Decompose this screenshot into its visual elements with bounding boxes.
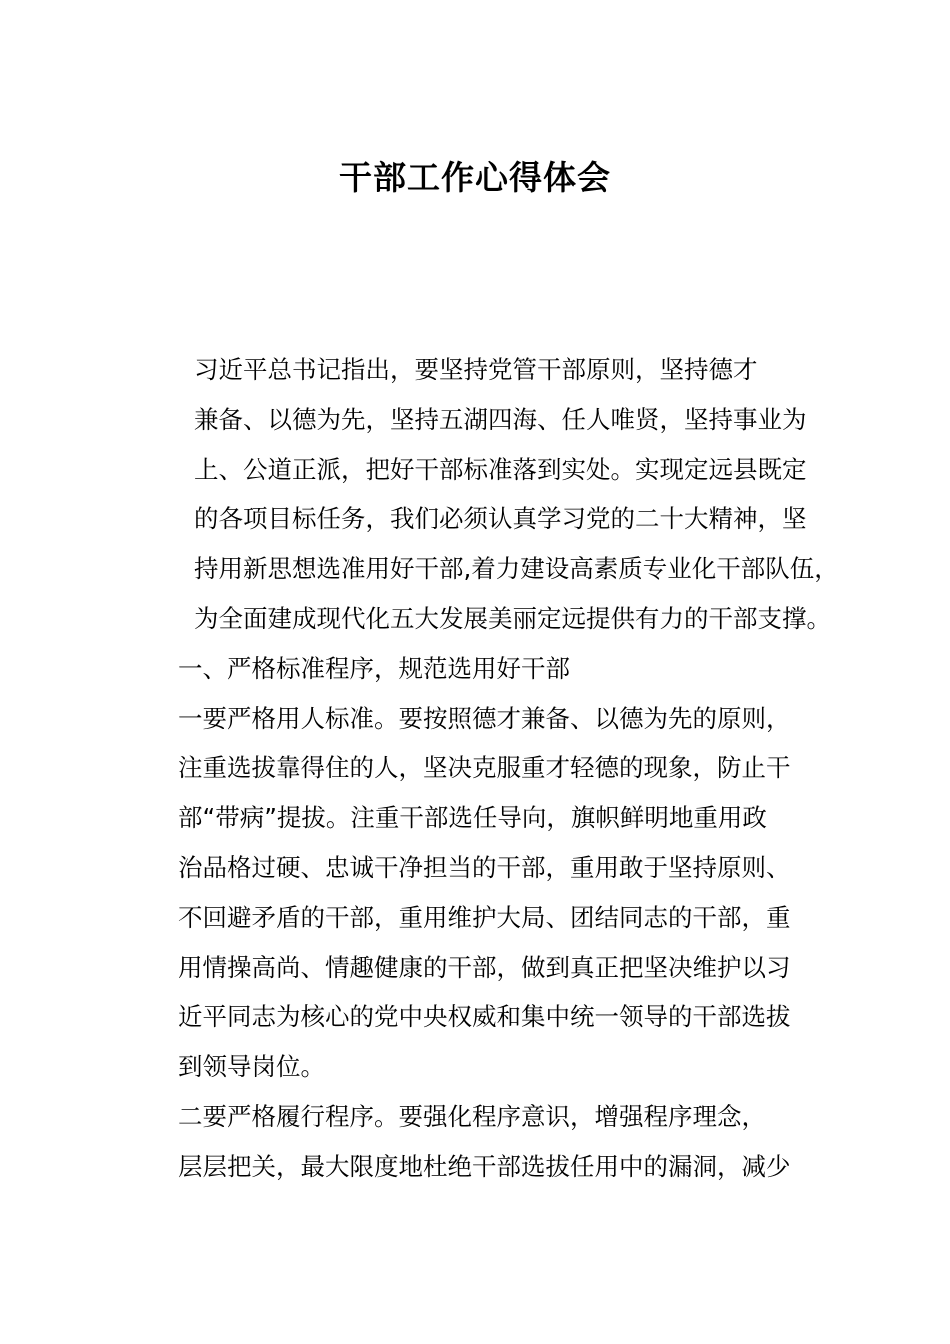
section-heading [144,644,834,694]
text-line: 习近平总书记指出，要坚持党管干部原则，坚持德才 [194,355,758,384]
text-line: 上、公道正派，把好干部标准落到实处。实现定远县既定 [194,454,807,484]
document-title: 干部工作心得体会 [339,158,611,197]
document-body [144,345,839,1192]
text-line: 二要严格履行程序。要强化程序意识，增强程序理念， [178,1101,766,1131]
text-line: 注重选拔靠得住的人，坚决克服重才轻德的现象，防止干 [178,753,791,783]
body-paragraph [144,694,834,1092]
text-line: 到领导岗位。 [178,1052,325,1082]
text-line: 一要严格用人标准。要按照德才兼备、以德为先的原则， [178,703,791,733]
body-paragraph [144,1092,834,1192]
text-line: 近平同志为核心的党中央权威和集中统一领导的干部选拔 [178,1002,791,1032]
text-line: 为全面建成现代化五大发展美丽定远提供有力的干部支撑。 [194,603,831,633]
text-line: 的各项目标任务，我们必须认真学习党的二十大精神，坚 [194,504,807,534]
text-line: 层层把关，最大限度地杜绝干部选拔任用中的漏洞，减少 [178,1151,791,1181]
text-line: 兼备、以德为先，坚持五湖四海、任人唯贤，坚持事业为 [194,404,807,434]
text-line: 部“带病”提拔。注重干部选任导向，旗帜鲜明地重用政 [178,803,767,833]
heading-line: 一、严格标准程序，规范选用好干部 [178,653,570,683]
text-line: 治品格过硬、忠诚干净担当的干部，重用敢于坚持原则、 [178,852,791,882]
intro-paragraph [144,345,839,644]
text-line: 持用新思想选准用好干部,着力建设高素质专业化干部队伍， [194,554,839,584]
text-line: 用情操高尚、情趣健康的干部，做到真正把坚决维护以习 [178,952,791,982]
text-line: 不回避矛盾的干部，重用维护大局、团结同志的干部，重 [178,902,791,932]
